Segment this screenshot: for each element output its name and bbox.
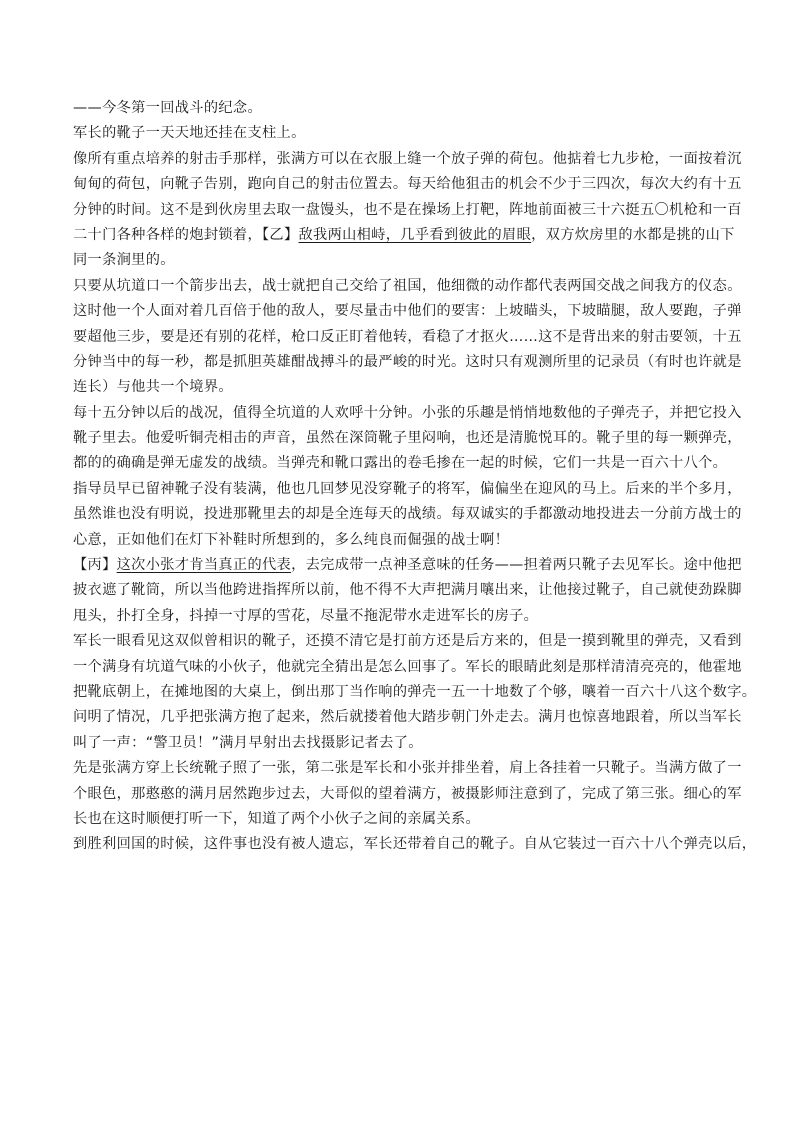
text-line (73, 325, 754, 350)
line-text: 【丙】 (73, 557, 117, 574)
text-line (73, 832, 757, 857)
text-line (73, 248, 754, 273)
line-text: 一个满身有坑道气味的小伙子，他就完全猜出是怎么回事了。军长的眼睛此刻是那样清清亮亮的，他霍地 (73, 658, 742, 675)
text-line (73, 401, 754, 426)
text-line (73, 629, 754, 654)
line-text: 把靴底朝上，在摊地图的大桌上，倒出那丁当作响的弹壳一五一十地数了个够，嚷着一百六十八这个数字。 (73, 683, 757, 700)
text-line (73, 147, 754, 172)
line-text: 到胜利回国的时候，这件事也没有被人遗忘，军长还带着自己的靴子。自从它装过一百六十八个弹壳以后， (73, 836, 757, 853)
text-line (73, 655, 754, 680)
line-text: 只要从坑道口一个箭步出去，战士就把自己交给了祖国，他细微的动作都代表两国交战之间我方的仪态。 (73, 277, 742, 294)
underlined-passage-yi: 敌我两山相峙，几乎看到彼此的眉眼 (298, 226, 532, 243)
line-text: 心意，正如他们在灯下补鞋时所想到的，多么纯良而倔强的战士啊！ (73, 531, 510, 548)
text-line (73, 578, 754, 603)
text-line (73, 680, 757, 705)
text-line (73, 451, 754, 476)
text-line (73, 375, 754, 400)
text-line (73, 731, 754, 756)
text-line (73, 299, 754, 324)
line-text: 同一条涧里的。 (73, 252, 175, 269)
text-line (73, 96, 754, 121)
line-text: 要超他三步，要是还有别的花样，枪口反正盯着他转，看稳了才抠火……这不是背出来的射击要领，十五 (73, 328, 742, 345)
line-text: 分钟当中的每一秒，都是抓胆英雄酣战搏斗的最严峻的时光。这时只有观测所里的记录员（有时也许就是 (73, 353, 742, 370)
text-line (73, 705, 754, 730)
line-text: 连长）与他共一个境界。 (73, 379, 233, 396)
line-text: 甸甸的荷包，向靴子告别，跑向自己的射击位置去。每天给他狙击的机会不少于三四次，每次大约有十五 (73, 176, 742, 193)
line-text: 像所有重点培养的射击手那样，张满方可以在衣服上缝一个放子弹的荷包。他掂着七九步枪，一面按着沉 (73, 150, 742, 167)
text-line (73, 121, 754, 146)
text-line (73, 553, 754, 578)
text-line (73, 502, 754, 527)
line-text: 先是张满方穿上长统靴子照了一张，第二张是军长和小张并排坐着，肩上各挂着一只靴子。当满方做了一 (73, 760, 742, 777)
line-text: 二十门各种各样的炮封锁着，【乙】 (73, 226, 299, 243)
line-text: ——今冬第一回战斗的纪念。 (73, 100, 262, 116)
line-text: 军长一眼看见这双似曾相识的靴子，还摸不清它是打前方还是后方来的，但是一摸到靴里的弹壳，又看到 (73, 633, 742, 650)
underlined-passage-bing: 这次小张才肯当真正的代表 (116, 557, 292, 574)
text-line (73, 756, 754, 781)
line-text: 叫了一声：“警卫员！”满月早射出去找摄影记者去了。 (73, 734, 423, 751)
text-line (73, 782, 754, 807)
text-line (73, 807, 754, 832)
text-line (73, 426, 754, 451)
line-text: 都的的确确是弹无虚发的战绩。当弹壳和靴口露出的卷毛掺在一起的时候，它们一共是一百六十八个。 (73, 455, 728, 472)
line-text: ，去完成带一点神圣意味的任务——担着两只靴子去见军长。途中他把 (291, 557, 742, 574)
line-text: ，双方炊房里的水都是挑的山下 (531, 226, 735, 243)
line-text: 个眼色，那憨憨的满月居然跑步过去，大哥似的望着满方，被摄影师注意到了，完成了第三张。细心的军 (73, 785, 742, 802)
line-text: 分钟的时间。这不是到伙房里去取一盘馒头，也不是在操场上打靶，阵地前面被三十六挺五〇机枪和一百 (73, 201, 742, 218)
text-line (73, 477, 754, 502)
line-text: 甩头，扑打全身，抖掉一寸厚的雪花，尽量不拖泥带水走进军长的房子。 (73, 607, 539, 624)
text-line (73, 274, 754, 299)
line-text: 军长的靴子一天天地还挂在支柱上。 (73, 125, 306, 142)
line-text: 这时他一个人面对着几百倍于他的敌人，要尽量击中他们的要害：上坡瞄头，下坡瞄腿，敌人要跑，子弹 (73, 303, 742, 320)
line-text: 靴子里去。他爱听铜壳相击的声音，虽然在深筒靴子里闷响，也还是清脆悦耳的。靴子里的每一颗弹壳， (73, 430, 742, 447)
text-line (73, 198, 754, 223)
text-line (73, 528, 754, 553)
line-text: 虽然谁也没有明说，投进那靴里去的却是全连每天的战绩。每双诚实的手都激动地投进去一分前方战士的 (73, 506, 742, 523)
line-text: 披衣遮了靴筒，所以当他跨进指挥所以前，他不得不大声把满月嚷出来，让他接过靴子，自己就使劲跺脚 (73, 582, 742, 599)
line-text: 问明了情况，几乎把张满方抱了起来，然后就搂着他大踏步朝门外走去。满月也惊喜地跟着，所以当军长 (73, 709, 742, 726)
line-text: 每十五分钟以后的战况，值得全坑道的人欢呼十分钟。小张的乐趣是悄悄地数他的子弹壳子，并把它投入 (73, 404, 742, 421)
text-line (73, 350, 754, 375)
text-line (73, 223, 754, 248)
text-line (73, 172, 754, 197)
line-text: 指导员早已留神靴子没有装满，他也几回梦见没穿靴子的将军，偏偏坐在迎风的马上。后来的半个多月， (73, 480, 742, 497)
text-line (73, 604, 754, 629)
line-text: 长也在这时顺便打听一下，知道了两个小伙子之间的亲属关系。 (73, 810, 481, 827)
